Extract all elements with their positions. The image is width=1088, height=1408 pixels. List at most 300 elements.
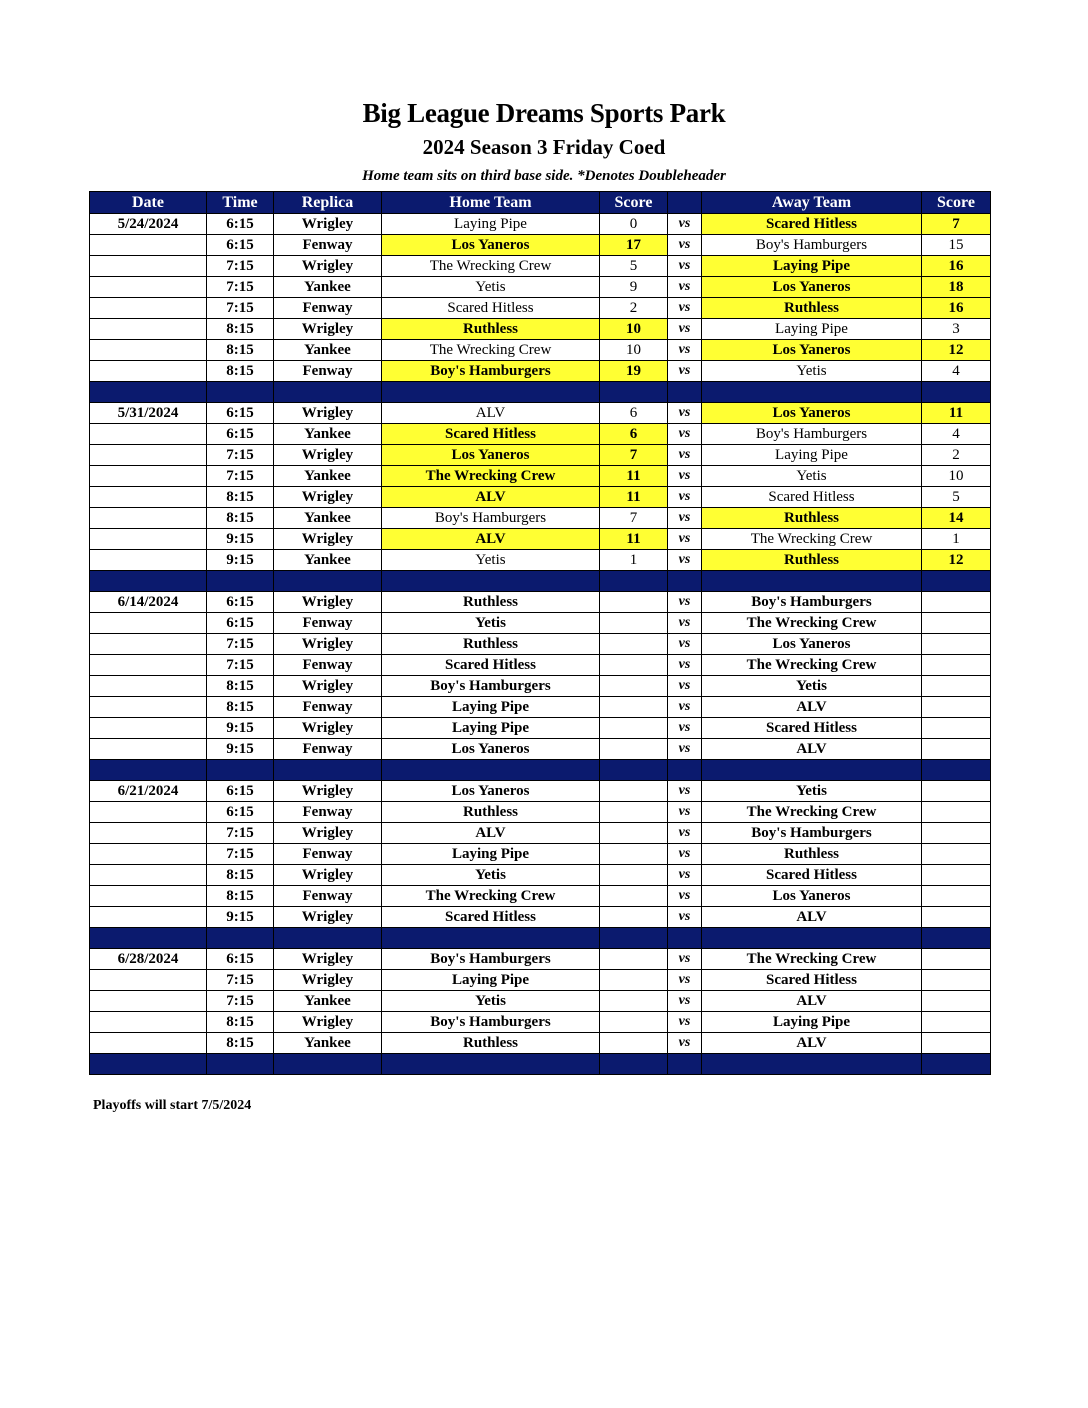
separator-cell xyxy=(90,928,207,949)
week-separator xyxy=(90,1054,991,1075)
game-date xyxy=(90,613,207,634)
col-header-replica: Replica xyxy=(274,192,382,214)
game-date: 6/14/2024 xyxy=(90,592,207,613)
vs-label: vs xyxy=(668,970,702,991)
game-time: 9:15 xyxy=(207,718,274,739)
away-team: Laying Pipe xyxy=(702,319,922,340)
home-team: Yetis xyxy=(382,865,600,886)
separator-cell xyxy=(600,1054,668,1075)
home-team: Los Yaneros xyxy=(382,739,600,760)
away-score xyxy=(922,865,991,886)
separator-cell xyxy=(600,382,668,403)
away-team: Boy's Hamburgers xyxy=(702,424,922,445)
away-score: 14 xyxy=(922,508,991,529)
game-date xyxy=(90,235,207,256)
away-team: The Wrecking Crew xyxy=(702,949,922,970)
schedule-body xyxy=(90,214,991,1075)
home-team: Ruthless xyxy=(382,319,600,340)
separator-cell xyxy=(382,571,600,592)
vs-label: vs xyxy=(668,298,702,319)
game-time: 7:15 xyxy=(207,466,274,487)
game-date: 5/31/2024 xyxy=(90,403,207,424)
away-score: 12 xyxy=(922,340,991,361)
away-score xyxy=(922,844,991,865)
separator-cell xyxy=(90,382,207,403)
game-row xyxy=(90,508,991,529)
away-score xyxy=(922,991,991,1012)
vs-label: vs xyxy=(668,256,702,277)
separator-cell xyxy=(274,928,382,949)
vs-label: vs xyxy=(668,487,702,508)
vs-label: vs xyxy=(668,340,702,361)
game-date xyxy=(90,256,207,277)
game-row xyxy=(90,949,991,970)
away-score: 7 xyxy=(922,214,991,235)
game-row xyxy=(90,214,991,235)
game-field: Fenway xyxy=(274,613,382,634)
col-header-home-team: Home Team xyxy=(382,192,600,214)
game-field: Wrigley xyxy=(274,907,382,928)
away-team: Los Yaneros xyxy=(702,277,922,298)
game-time: 6:15 xyxy=(207,781,274,802)
away-score: 10 xyxy=(922,466,991,487)
game-date xyxy=(90,823,207,844)
away-score xyxy=(922,823,991,844)
game-row xyxy=(90,256,991,277)
separator-cell xyxy=(382,1054,600,1075)
page-title: Big League Dreams Sports Park xyxy=(362,98,726,128)
home-score xyxy=(600,802,668,823)
separator-cell xyxy=(922,760,991,781)
away-score xyxy=(922,907,991,928)
game-time: 8:15 xyxy=(207,865,274,886)
week-separator xyxy=(90,571,991,592)
game-field: Wrigley xyxy=(274,445,382,466)
away-score xyxy=(922,676,991,697)
week-separator xyxy=(90,760,991,781)
away-score xyxy=(922,1033,991,1054)
game-row xyxy=(90,235,991,256)
game-date xyxy=(90,298,207,319)
week-separator xyxy=(90,928,991,949)
game-field: Wrigley xyxy=(274,676,382,697)
home-team: Yetis xyxy=(382,613,600,634)
game-field: Wrigley xyxy=(274,487,382,508)
game-time: 8:15 xyxy=(207,319,274,340)
home-score: 10 xyxy=(600,340,668,361)
game-field: Yankee xyxy=(274,1033,382,1054)
home-team: Laying Pipe xyxy=(382,844,600,865)
home-team: Ruthless xyxy=(382,1033,600,1054)
game-time: 6:15 xyxy=(207,424,274,445)
away-score: 18 xyxy=(922,277,991,298)
game-time: 7:15 xyxy=(207,970,274,991)
away-team: Scared Hitless xyxy=(702,214,922,235)
separator-cell xyxy=(922,1054,991,1075)
away-score xyxy=(922,1012,991,1033)
away-score xyxy=(922,613,991,634)
vs-label: vs xyxy=(668,634,702,655)
home-team: Scared Hitless xyxy=(382,907,600,928)
game-field: Wrigley xyxy=(274,634,382,655)
vs-label: vs xyxy=(668,907,702,928)
game-field: Yankee xyxy=(274,424,382,445)
away-score xyxy=(922,634,991,655)
home-team: Laying Pipe xyxy=(382,214,600,235)
game-time: 9:15 xyxy=(207,550,274,571)
game-date xyxy=(90,1033,207,1054)
game-row xyxy=(90,991,991,1012)
game-time: 9:15 xyxy=(207,739,274,760)
game-date: 6/21/2024 xyxy=(90,781,207,802)
separator-cell xyxy=(382,928,600,949)
away-team: Los Yaneros xyxy=(702,634,922,655)
away-score xyxy=(922,802,991,823)
home-team: Ruthless xyxy=(382,634,600,655)
vs-label: vs xyxy=(668,655,702,676)
vs-label: vs xyxy=(668,214,702,235)
home-score xyxy=(600,1012,668,1033)
away-team: Yetis xyxy=(702,466,922,487)
home-score xyxy=(600,1033,668,1054)
game-field: Fenway xyxy=(274,844,382,865)
home-score: 0 xyxy=(600,214,668,235)
vs-label: vs xyxy=(668,277,702,298)
away-score: 11 xyxy=(922,403,991,424)
game-date xyxy=(90,277,207,298)
home-team: Yetis xyxy=(382,550,600,571)
home-score: 6 xyxy=(600,424,668,445)
game-field: Wrigley xyxy=(274,214,382,235)
vs-label: vs xyxy=(668,949,702,970)
away-score xyxy=(922,697,991,718)
separator-cell xyxy=(702,1054,922,1075)
game-date xyxy=(90,844,207,865)
vs-label: vs xyxy=(668,1012,702,1033)
separator-cell xyxy=(922,382,991,403)
away-team: The Wrecking Crew xyxy=(702,613,922,634)
home-score xyxy=(600,949,668,970)
away-score: 2 xyxy=(922,445,991,466)
away-score: 15 xyxy=(922,235,991,256)
col-header-time: Time xyxy=(207,192,274,214)
home-score: 6 xyxy=(600,403,668,424)
game-date xyxy=(90,529,207,550)
away-team: ALV xyxy=(702,907,922,928)
away-score: 4 xyxy=(922,424,991,445)
game-row xyxy=(90,697,991,718)
home-score xyxy=(600,970,668,991)
away-team: Scared Hitless xyxy=(702,487,922,508)
away-team: ALV xyxy=(702,991,922,1012)
home-team: ALV xyxy=(382,823,600,844)
home-team: Scared Hitless xyxy=(382,655,600,676)
away-team: Laying Pipe xyxy=(702,256,922,277)
home-score xyxy=(600,655,668,676)
home-score xyxy=(600,592,668,613)
home-score: 9 xyxy=(600,277,668,298)
game-date xyxy=(90,361,207,382)
col-header-date: Date xyxy=(90,192,207,214)
away-score: 4 xyxy=(922,361,991,382)
game-time: 8:15 xyxy=(207,697,274,718)
home-team: Los Yaneros xyxy=(382,445,600,466)
game-field: Fenway xyxy=(274,886,382,907)
page-subtitle: 2024 Season 3 Friday Coed xyxy=(422,135,666,159)
away-score xyxy=(922,655,991,676)
game-row xyxy=(90,970,991,991)
game-date xyxy=(90,802,207,823)
away-team: Los Yaneros xyxy=(702,340,922,361)
game-row xyxy=(90,487,991,508)
separator-cell xyxy=(702,382,922,403)
vs-label: vs xyxy=(668,445,702,466)
separator-cell xyxy=(90,760,207,781)
home-team: The Wrecking Crew xyxy=(382,340,600,361)
separator-cell xyxy=(274,1054,382,1075)
vs-label: vs xyxy=(668,991,702,1012)
home-team: Boy's Hamburgers xyxy=(382,1012,600,1033)
home-team: Boy's Hamburgers xyxy=(382,949,600,970)
home-score: 11 xyxy=(600,529,668,550)
game-field: Wrigley xyxy=(274,1012,382,1033)
game-time: 6:15 xyxy=(207,592,274,613)
game-field: Wrigley xyxy=(274,865,382,886)
game-row xyxy=(90,1012,991,1033)
home-score xyxy=(600,781,668,802)
home-team: Boy's Hamburgers xyxy=(382,361,600,382)
away-team: Boy's Hamburgers xyxy=(702,235,922,256)
game-time: 7:15 xyxy=(207,844,274,865)
game-date: 5/24/2024 xyxy=(90,214,207,235)
game-date: 6/28/2024 xyxy=(90,949,207,970)
game-field: Wrigley xyxy=(274,403,382,424)
separator-cell xyxy=(668,382,702,403)
away-team: Scared Hitless xyxy=(702,865,922,886)
game-row xyxy=(90,739,991,760)
home-score xyxy=(600,907,668,928)
home-score: 1 xyxy=(600,550,668,571)
home-score xyxy=(600,865,668,886)
game-time: 6:15 xyxy=(207,613,274,634)
col-header-away-score: Score xyxy=(922,192,991,214)
game-time: 6:15 xyxy=(207,802,274,823)
game-time: 7:15 xyxy=(207,991,274,1012)
game-field: Fenway xyxy=(274,802,382,823)
separator-cell xyxy=(382,760,600,781)
game-row xyxy=(90,277,991,298)
game-date xyxy=(90,970,207,991)
vs-label: vs xyxy=(668,235,702,256)
game-field: Wrigley xyxy=(274,718,382,739)
home-score xyxy=(600,676,668,697)
away-team: Los Yaneros xyxy=(702,403,922,424)
game-row xyxy=(90,319,991,340)
game-time: 6:15 xyxy=(207,949,274,970)
vs-label: vs xyxy=(668,697,702,718)
game-row xyxy=(90,403,991,424)
home-team: ALV xyxy=(382,529,600,550)
away-team: Ruthless xyxy=(702,844,922,865)
home-score xyxy=(600,613,668,634)
game-date xyxy=(90,886,207,907)
away-score: 16 xyxy=(922,256,991,277)
separator-cell xyxy=(702,571,922,592)
home-team: Yetis xyxy=(382,277,600,298)
game-time: 8:15 xyxy=(207,1033,274,1054)
game-field: Yankee xyxy=(274,508,382,529)
home-team: Ruthless xyxy=(382,802,600,823)
separator-cell xyxy=(274,760,382,781)
game-date xyxy=(90,655,207,676)
week-separator xyxy=(90,382,991,403)
game-date xyxy=(90,718,207,739)
home-score: 11 xyxy=(600,466,668,487)
game-field: Wrigley xyxy=(274,319,382,340)
game-time: 8:15 xyxy=(207,361,274,382)
home-score xyxy=(600,991,668,1012)
game-time: 8:15 xyxy=(207,487,274,508)
home-score: 17 xyxy=(600,235,668,256)
away-score: 5 xyxy=(922,487,991,508)
game-date xyxy=(90,466,207,487)
vs-label: vs xyxy=(668,865,702,886)
home-team: The Wrecking Crew xyxy=(382,886,600,907)
game-time: 7:15 xyxy=(207,256,274,277)
game-date xyxy=(90,508,207,529)
separator-cell xyxy=(600,571,668,592)
home-score: 5 xyxy=(600,256,668,277)
game-time: 8:15 xyxy=(207,886,274,907)
schedule-table xyxy=(89,191,991,1075)
game-field: Yankee xyxy=(274,340,382,361)
game-row xyxy=(90,1033,991,1054)
game-time: 7:15 xyxy=(207,634,274,655)
game-field: Fenway xyxy=(274,298,382,319)
away-team: ALV xyxy=(702,697,922,718)
vs-label: vs xyxy=(668,844,702,865)
game-row xyxy=(90,634,991,655)
game-row xyxy=(90,844,991,865)
game-date xyxy=(90,487,207,508)
game-field: Wrigley xyxy=(274,592,382,613)
away-team: Laying Pipe xyxy=(702,1012,922,1033)
game-row xyxy=(90,445,991,466)
home-score xyxy=(600,634,668,655)
col-header-away-team: Away Team xyxy=(702,192,922,214)
home-team: Laying Pipe xyxy=(382,970,600,991)
away-team: Scared Hitless xyxy=(702,718,922,739)
schedule-note: Home team sits on third base side. *Denotes Doubleheader xyxy=(362,168,726,184)
away-score xyxy=(922,718,991,739)
game-row xyxy=(90,613,991,634)
away-team: Scared Hitless xyxy=(702,970,922,991)
game-row xyxy=(90,298,991,319)
away-team: ALV xyxy=(702,739,922,760)
game-field: Wrigley xyxy=(274,256,382,277)
game-date xyxy=(90,550,207,571)
home-score xyxy=(600,844,668,865)
separator-cell xyxy=(207,382,274,403)
away-team: Boy's Hamburgers xyxy=(702,592,922,613)
separator-cell xyxy=(90,1054,207,1075)
away-score: 1 xyxy=(922,529,991,550)
game-field: Wrigley xyxy=(274,823,382,844)
game-field: Fenway xyxy=(274,655,382,676)
separator-cell xyxy=(600,760,668,781)
game-row xyxy=(90,718,991,739)
away-team: The Wrecking Crew xyxy=(702,655,922,676)
game-date xyxy=(90,865,207,886)
game-field: Fenway xyxy=(274,739,382,760)
home-score xyxy=(600,697,668,718)
game-date xyxy=(90,739,207,760)
game-row xyxy=(90,907,991,928)
game-date xyxy=(90,1012,207,1033)
vs-label: vs xyxy=(668,319,702,340)
away-team: The Wrecking Crew xyxy=(702,529,922,550)
separator-cell xyxy=(207,928,274,949)
separator-cell xyxy=(668,1054,702,1075)
game-date xyxy=(90,676,207,697)
separator-cell xyxy=(668,571,702,592)
game-field: Wrigley xyxy=(274,949,382,970)
home-team: ALV xyxy=(382,403,600,424)
game-row xyxy=(90,340,991,361)
separator-cell xyxy=(922,928,991,949)
game-field: Wrigley xyxy=(274,970,382,991)
vs-label: vs xyxy=(668,739,702,760)
col-header-home-score: Score xyxy=(600,192,668,214)
away-score xyxy=(922,970,991,991)
away-team: Ruthless xyxy=(702,508,922,529)
game-time: 6:15 xyxy=(207,403,274,424)
away-team: Yetis xyxy=(702,781,922,802)
away-score xyxy=(922,781,991,802)
away-score xyxy=(922,592,991,613)
home-score: 7 xyxy=(600,445,668,466)
game-date xyxy=(90,340,207,361)
col-header-vs xyxy=(668,192,702,214)
game-time: 8:15 xyxy=(207,340,274,361)
home-score: 11 xyxy=(600,487,668,508)
vs-label: vs xyxy=(668,361,702,382)
game-date xyxy=(90,424,207,445)
home-team: Boy's Hamburgers xyxy=(382,676,600,697)
home-score xyxy=(600,823,668,844)
home-team: ALV xyxy=(382,487,600,508)
separator-cell xyxy=(668,760,702,781)
game-row xyxy=(90,781,991,802)
game-row xyxy=(90,529,991,550)
away-score xyxy=(922,949,991,970)
game-field: Wrigley xyxy=(274,529,382,550)
home-team: Scared Hitless xyxy=(382,298,600,319)
header-row xyxy=(90,192,991,214)
separator-cell xyxy=(207,571,274,592)
vs-label: vs xyxy=(668,403,702,424)
separator-cell xyxy=(382,382,600,403)
game-date xyxy=(90,634,207,655)
home-team: Scared Hitless xyxy=(382,424,600,445)
home-score xyxy=(600,718,668,739)
separator-cell xyxy=(207,1054,274,1075)
game-time: 7:15 xyxy=(207,823,274,844)
vs-label: vs xyxy=(668,529,702,550)
home-score: 10 xyxy=(600,319,668,340)
away-team: Yetis xyxy=(702,676,922,697)
away-team: The Wrecking Crew xyxy=(702,802,922,823)
